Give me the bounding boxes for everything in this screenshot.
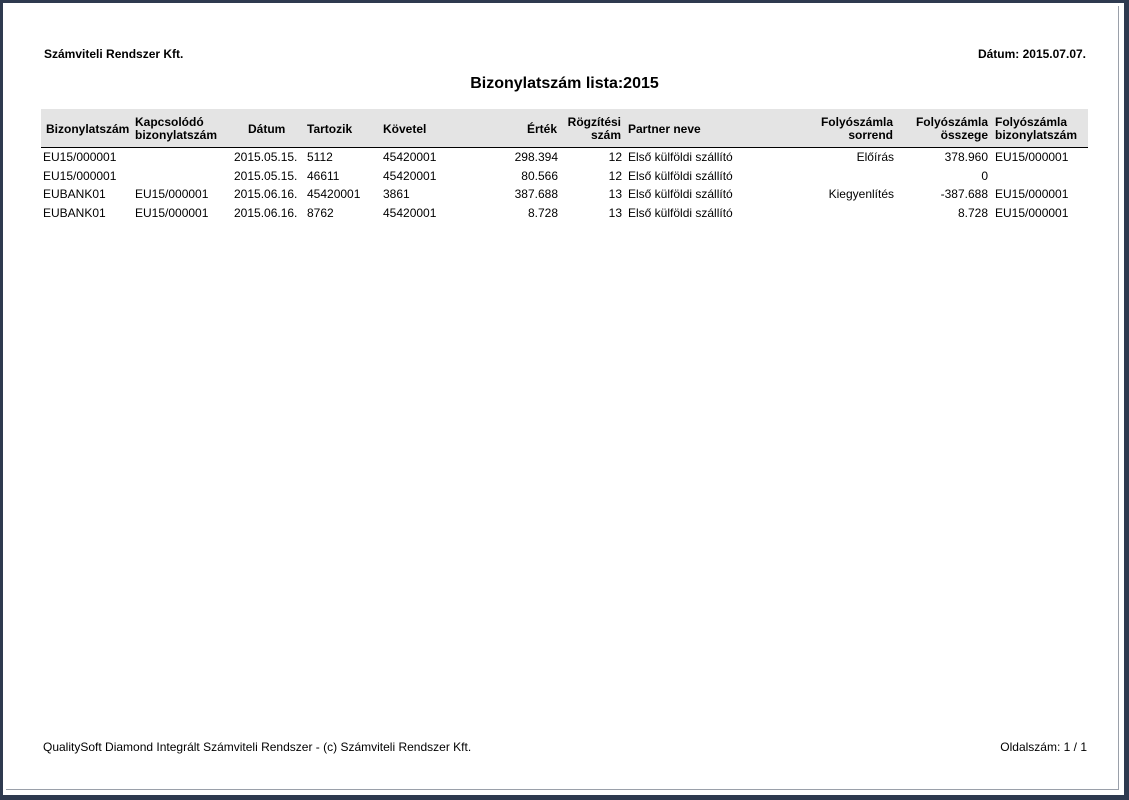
page-number: Oldalszám: 1 / 1: [1000, 740, 1087, 754]
table-row: [0, 167, 1129, 185]
cell-ertek: 387.688: [514, 187, 558, 201]
cell-ertek: 8.728: [527, 206, 558, 220]
cell-folyoszamla-bizonylatszam: EU15/000001: [995, 150, 1069, 164]
col-header-partner-neve: Partner neve: [628, 122, 701, 136]
report-date: Dátum: 2015.07.07.: [977, 47, 1086, 61]
cell-partner-neve: Első külföldi szállító: [628, 206, 733, 220]
col-header-folyoszamla-sorrend: Folyószámla sorrend: [820, 115, 893, 142]
cell-tartozik: 46611: [307, 169, 340, 183]
col-header-rogzitesi-szam: Rögzítési szám: [567, 115, 621, 142]
table-row: [0, 148, 1129, 166]
col-header-folyoszamla-bizonylatszam: Folyószámla bizonylatszám: [995, 115, 1078, 142]
cell-rogzitesi-szam: 12: [608, 150, 622, 164]
cell-tartozik: 5112: [307, 150, 333, 164]
col-header-kovetel: Követel: [383, 122, 427, 136]
footer-copyright: QualitySoft Diamond Integrált Számviteli Rendszer - (c) Számviteli Rendszer Kft.: [43, 740, 472, 754]
col-header-tartozik: Tartozik: [307, 122, 353, 136]
col-header-kapcsolodo: Kapcsolódó bizonylatszám: [135, 115, 218, 142]
report-title: Bizonylatszám lista:2015: [470, 75, 659, 92]
cell-kapcsolodo: EU15/000001: [135, 187, 209, 201]
table-row: [0, 185, 1129, 203]
cell-bizonylatszam: EU15/000001: [43, 169, 117, 183]
cell-bizonylatszam: EUBANK01: [43, 206, 106, 220]
col-header-ertek: Érték: [526, 122, 557, 136]
cell-kovetel: 3861: [383, 187, 410, 201]
table-row: [0, 204, 1129, 222]
cell-folyoszamla-osszege: -387.688: [940, 187, 988, 201]
cell-datum: 2015.06.16.: [234, 206, 298, 220]
col-header-datum: Dátum: [248, 122, 286, 136]
cell-tartozik: 8762: [307, 206, 334, 220]
cell-datum: 2015.06.16.: [234, 187, 298, 201]
cell-kapcsolodo: EU15/000001: [135, 206, 209, 220]
cell-partner-neve: Első külföldi szállító: [628, 187, 733, 201]
cell-rogzitesi-szam: 12: [608, 169, 622, 183]
cell-ertek: 80.566: [521, 169, 558, 183]
cell-tartozik: 45420001: [307, 187, 361, 201]
company-name: Számviteli Rendszer Kft.: [44, 47, 184, 61]
cell-folyoszamla-osszege: 8.728: [957, 206, 988, 220]
cell-kovetel: 45420001: [383, 150, 437, 164]
cell-partner-neve: Első külföldi szállító: [628, 169, 733, 183]
cell-bizonylatszam: EUBANK01: [43, 187, 106, 201]
cell-kovetel: 45420001: [383, 206, 437, 220]
cell-partner-neve: Első külföldi szállító: [628, 150, 733, 164]
col-header-bizonylatszam: Bizonylatszám: [46, 122, 130, 136]
cell-folyoszamla-osszege: 378.960: [944, 150, 988, 164]
cell-rogzitesi-szam: 13: [608, 206, 622, 220]
cell-rogzitesi-szam: 13: [608, 187, 622, 201]
cell-kovetel: 45420001: [383, 169, 437, 183]
col-header-folyoszamla-osszege: Folyószámla összege: [915, 115, 988, 142]
cell-folyoszamla-osszege: 0: [981, 169, 988, 183]
cell-folyoszamla-bizonylatszam: EU15/000001: [995, 206, 1069, 220]
cell-folyoszamla-bizonylatszam: EU15/000001: [995, 187, 1069, 201]
cell-datum: 2015.05.15.: [234, 169, 298, 183]
cell-ertek: 298.394: [514, 150, 558, 164]
cell-datum: 2015.05.15.: [234, 150, 298, 164]
cell-folyoszamla-sorrend: Előírás: [856, 150, 894, 164]
cell-bizonylatszam: EU15/000001: [43, 150, 117, 164]
cell-folyoszamla-sorrend: Kiegyenlítés: [828, 187, 894, 201]
